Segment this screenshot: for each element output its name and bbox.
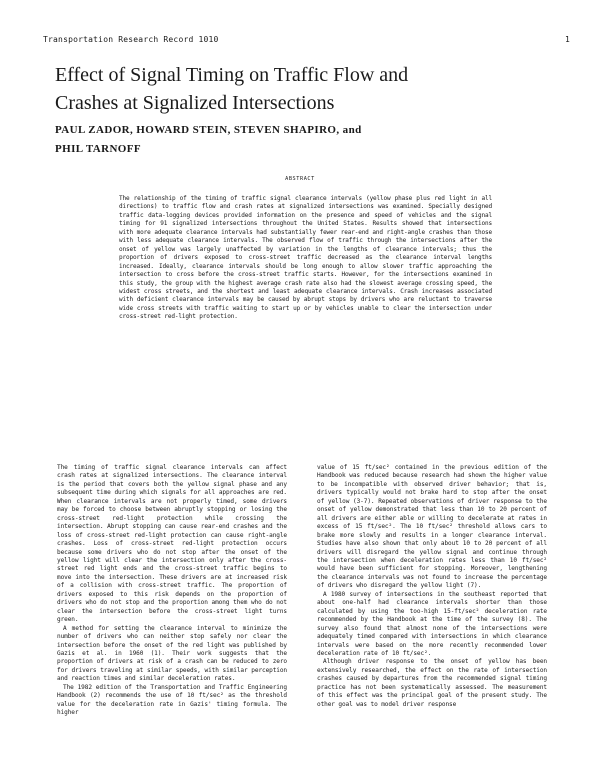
title-line-2: Crashes at Signalized Intersections <box>55 92 335 114</box>
page-number: 1 <box>564 35 570 44</box>
authors-line-2: PHIL TARNOFF <box>55 143 141 155</box>
body-column-left <box>57 464 287 718</box>
journal-name: Transportation Research Record 1010 <box>43 35 219 44</box>
body-paragraph: The timing of traffic signal clearance intervals can affect crash rates at signalized intersections. The clearance interval is the period that covers both the yellow signal phase and any subsequent time during which signals for all approaches are red. When clearance intervals are not properly timed, some drivers may be forced to choose between abruptly stopping or losing the cross-street red-light protection while crossing the intersection. Abrupt stopping can cause rear-end crashes and the loss of cross-street red-light protection can cause right-angle crashes. Loss of cross-street red-light protection occurs because some drivers who do not stop after the onset of the yellow light will clear the intersection only after the cross-street red light ends and the cross-street traffic begins to move into the intersection. These drivers are at increased risk of a collision with cross-street traffic. The proportion of drivers exposed to this risk depends on the proportion of drivers who do not stop and the proportion among them who do not clear the intersection before the cross-street light turns green. <box>57 464 287 624</box>
abstract-text: The relationship of the timing of traffic signal clearance intervals (yellow phase plus red light in all directions) to traffic flow and crash rates at signalized intersections was examined. Specially designed traffic data-logging devices provided information on the presence and speed of vehicles and the signal timing for 91 signalized intersections throughout the United States. Results showed that intersections with more adequate clearance intervals had substantially fewer rear-end and right-angle crashes than those with less adequate clearance intervals. The observed flow of traffic through the intersections after the onset of yellow was largely unaffected by variation in the lengths of clearance intervals; thus the proportion of drivers exposed to cross-street traffic decreased as the clearance interval lengths increased. Ideally, clearance intervals should be long enough to allow slower traffic approaching the intersection to cross before the cross-street traffic starts. However, for the intersections examined in this study, the group with the highest average crash rate also had the slowest average crossing speed, the widest cross streets, and the shortest and least adequate clearance intervals. Crash increases associated with deficient clearance intervals may be caused by abrupt stops by drivers who are reluctant to traverse wide cross streets with traffic waiting to start up or by vehicles unable to clear the intersection under cross-street red-light protection. <box>119 195 492 321</box>
body-paragraph: Although driver response to the onset of yellow has been extensively researched, the effect on the rate of intersection crashes caused by departures from the recommended signal timing practice has not been systematically assessed. The measurement of this effect was the principal goal of the present study. The other goal was to model driver response <box>317 658 547 708</box>
author-list <box>55 121 555 159</box>
body-column-right <box>317 464 547 709</box>
abstract-heading: ABSTRACT <box>285 176 315 182</box>
running-header <box>43 35 570 49</box>
body-paragraph: A 1980 survey of intersections in the southeast reported that about one-half had clearance intervals shorter than those calculated by using the too-high 15-ft/sec² deceleration rate recommended by the Handbook at the time of the survey (8). The survey also found that almost none of the intersections were adequately timed compared with intersections in which clearance intervals were based on the more recently recommended lower deceleration rate of 10 ft/sec². <box>317 590 547 657</box>
body-paragraph: The 1982 edition of the Transportation and Traffic Engineering Handbook (2) recommends the use of 10 ft/sec² as the threshold value for the deceleration rate in Gazis' timing formula. The higher <box>57 683 287 717</box>
body-paragraph: A method for setting the clearance interval to minimize the number of drivers who can neither stop safely nor clear the intersection before the onset of the red light was published by Gazis et al. in 1960 (1). Their work suggests that the proportion of drivers at risk of a crash can be reduced to zero for drivers traveling at similar speeds, with similar perception and reaction times and similar deceleration rates. <box>57 624 287 683</box>
body-paragraph: value of 15 ft/sec² contained in the previous edition of the Handbook was reduced because research had shown the higher value to be incompatible with observed driver behavior; that is, drivers typically would not brake hard to stop after the onset of yellow (3-7). Repeated observations of driver response to the onset of yellow demonstrated that less than 10 to 20 percent of all drivers are either able or willing to decelerate at rates in excess of 15 ft/sec². The 10 ft/sec² threshold allows cars to brake more slowly and results in a longer clearance interval. Studies have also shown that only about 10 to 20 percent of all drivers will disregard the yellow signal and continue through the intersection when deceleration rates less than 10 ft/sec² would have been sufficient for stopping. Moreover, lengthening the clearance intervals was not found to increase the percentage of drivers who disregard the yellow light (7). <box>317 464 547 590</box>
authors-line-1: PAUL ZADOR, HOWARD STEIN, STEVEN SHAPIRO, and <box>55 124 362 136</box>
paper-title <box>55 61 555 117</box>
title-line-1: Effect of Signal Timing on Traffic Flow and <box>55 64 409 86</box>
